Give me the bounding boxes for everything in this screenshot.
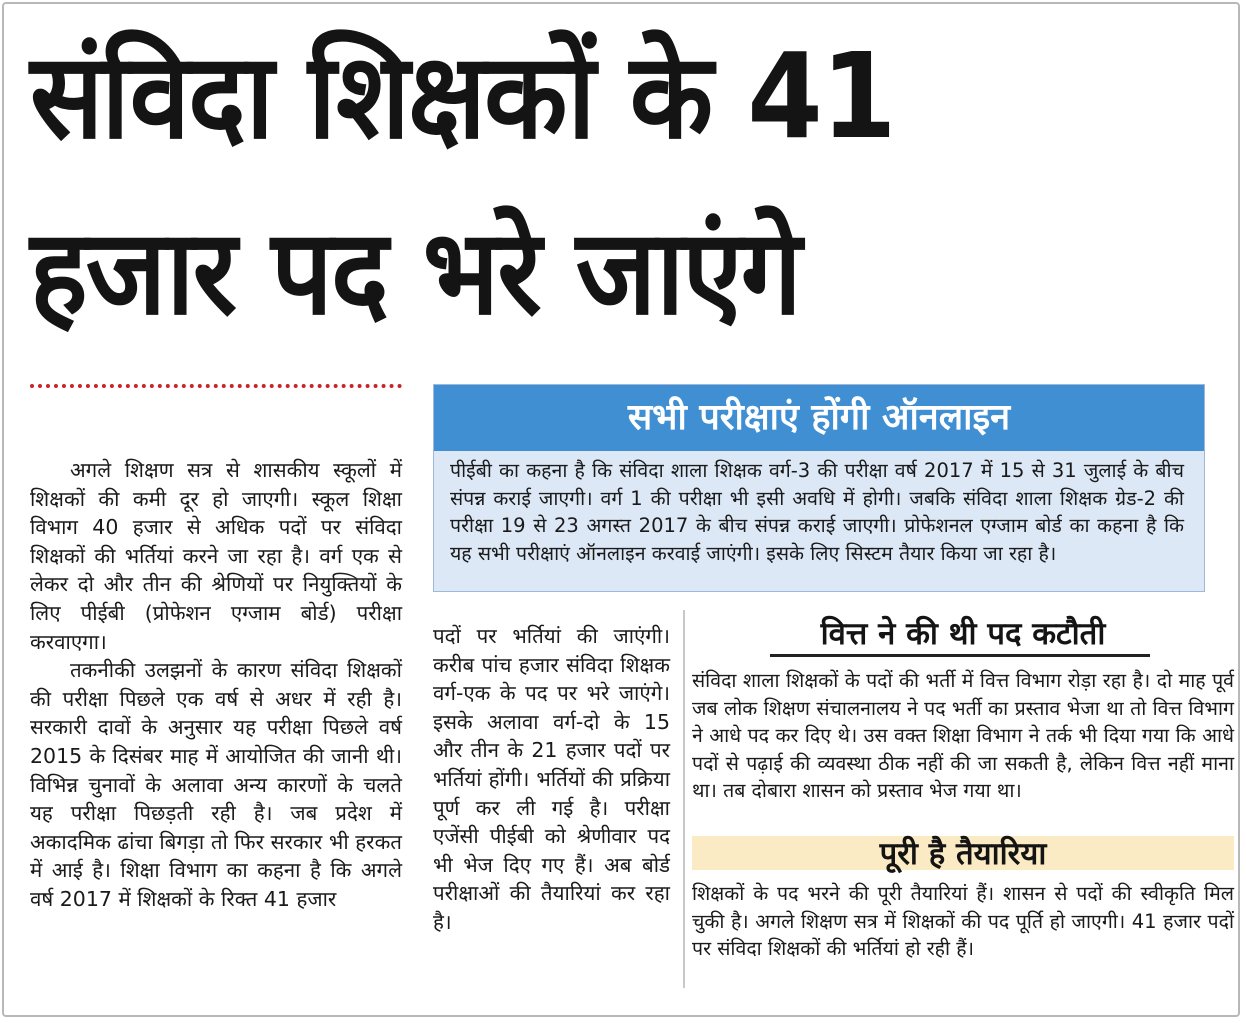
- dotted-divider: [30, 384, 402, 388]
- paragraph-2: तकनीकी उलझनों के कारण संविदा शिक्षकों की परीक्षा पिछले एक वर्ष से अधर में रही है। सरकारी दावों के अनुसार यह परीक्षा पिछले वर्ष 2015 के दिसंबर माह में आयोजित की जानी थी। विभिन्न चुनावों के अलावा अन्य कारणों के चलते यह परीक्षा पिछड़ती रही है। जब प्रदेश में अकादमिक ढांचा बिगड़ा तो फिर सरकार भी हरकत में आई है। शिक्षा विभाग का कहना है कि अगले वर्ष 2017 में शिक्षकों के रिक्त 41 हजार: [30, 658, 402, 911]
- column-divider: [683, 610, 685, 988]
- online-exam-title: सभी परीक्षाएं होंगी ऑनलाइन: [434, 385, 1204, 451]
- article-column-2: पदों पर भर्तियां की जाएंगी। करीब पांच हजार संविदा शिक्षक वर्ग-एक के पद पर भरे जाएंगे। इसके अलावा वर्ग-दो के 15 और तीन के 21 हजार पदों पर भर्तियां होंगी। भर्तियों की प्रक्रिया पूर्ण कर ली गई है। परीक्षा एजेंसी पीईबी को श्रेणीवार पद भी भेज दिए गए हैं। अब बोर्ड परीक्षाओं की तैयारियां कर रहा है।: [433, 624, 670, 934]
- paragraph-1: अगले शिक्षण सत्र से शासकीय स्कूलों में शिक्षकों की कमी दूर हो जाएगी। स्कूल शिक्षा विभाग 40 हजार से अधिक पदों पर संविदा शिक्षकों की भर्तियां करने जा रहा है। वर्ग एक से लेकर दो और तीन की श्रेणियों पर नियुक्तियों के लिए पीईबी (प्रोफेशन एग्जाम बोर्ड) परीक्षा करवाएगा।: [30, 458, 402, 654]
- online-exam-body: पीईबी का कहना है कि संविदा शाला शिक्षक वर्ग-3 की परीक्षा वर्ष 2017 में 15 से 31 जुलाई के बीच संपन्न कराई जाएगी। वर्ग 1 की परीक्षा भी इसी अवधि में होगी। जबकि संविदा शाला शिक्षक ग्रेड-2 की परीक्षा 19 से 23 अगस्त 2017 के बीच संपन्न कराई जाएगी। प्रोफेशनल एग्जाम बोर्ड का कहना है कि यह सभी परीक्षाएं ऑनलाइन करवाई जाएंगी। इसके लिए सिस्टम तैयार किया जा रहा है।: [450, 459, 1184, 565]
- headline-line-1: संविदा शिक्षकों के 41: [30, 27, 895, 165]
- finance-cut-heading: वित्त ने की थी पद कटौती: [820, 616, 1106, 652]
- online-exam-box: [433, 384, 1205, 592]
- finance-cut-body: संविदा शाला शिक्षकों के पदों की भर्ती में वित्त विभाग रोड़ा रहा है। दो माह पूर्व जब लोक शिक्षण संचालनालय ने पद भर्ती का प्रस्ताव भेजा था तो वित्त विभाग ने आधे पद कर दिए थे। उस वक्त शिक्षा विभाग ने तर्क भी दिया गया कि आधे पदों से पढ़ाई की व्यवस्था ठीक नहीं की जा सकती है, लेकिन वित्त नहीं माना था। तब दोबारा शासन को प्रस्ताव भेज गया था।: [692, 669, 1234, 802]
- preparation-body: शिक्षकों के पद भरने की पूरी तैयारियां हैं। शासन से पदों की स्वीकृति मिल चुकी है। अगले शिक्षण सत्र में शिक्षकों की पद पूर्ति हो जाएगी। 41 हजार पदों पर संविदा शिक्षकों की भर्तियां हो रही हैं।: [692, 882, 1234, 960]
- preparation-heading: पूरी है तैयारिया: [879, 836, 1047, 872]
- heading-underline: [770, 654, 1150, 657]
- article-column-1: [30, 456, 402, 914]
- headline-line-2: हजार पद भरे जाएंगे: [30, 203, 801, 341]
- headline: [30, 8, 1125, 360]
